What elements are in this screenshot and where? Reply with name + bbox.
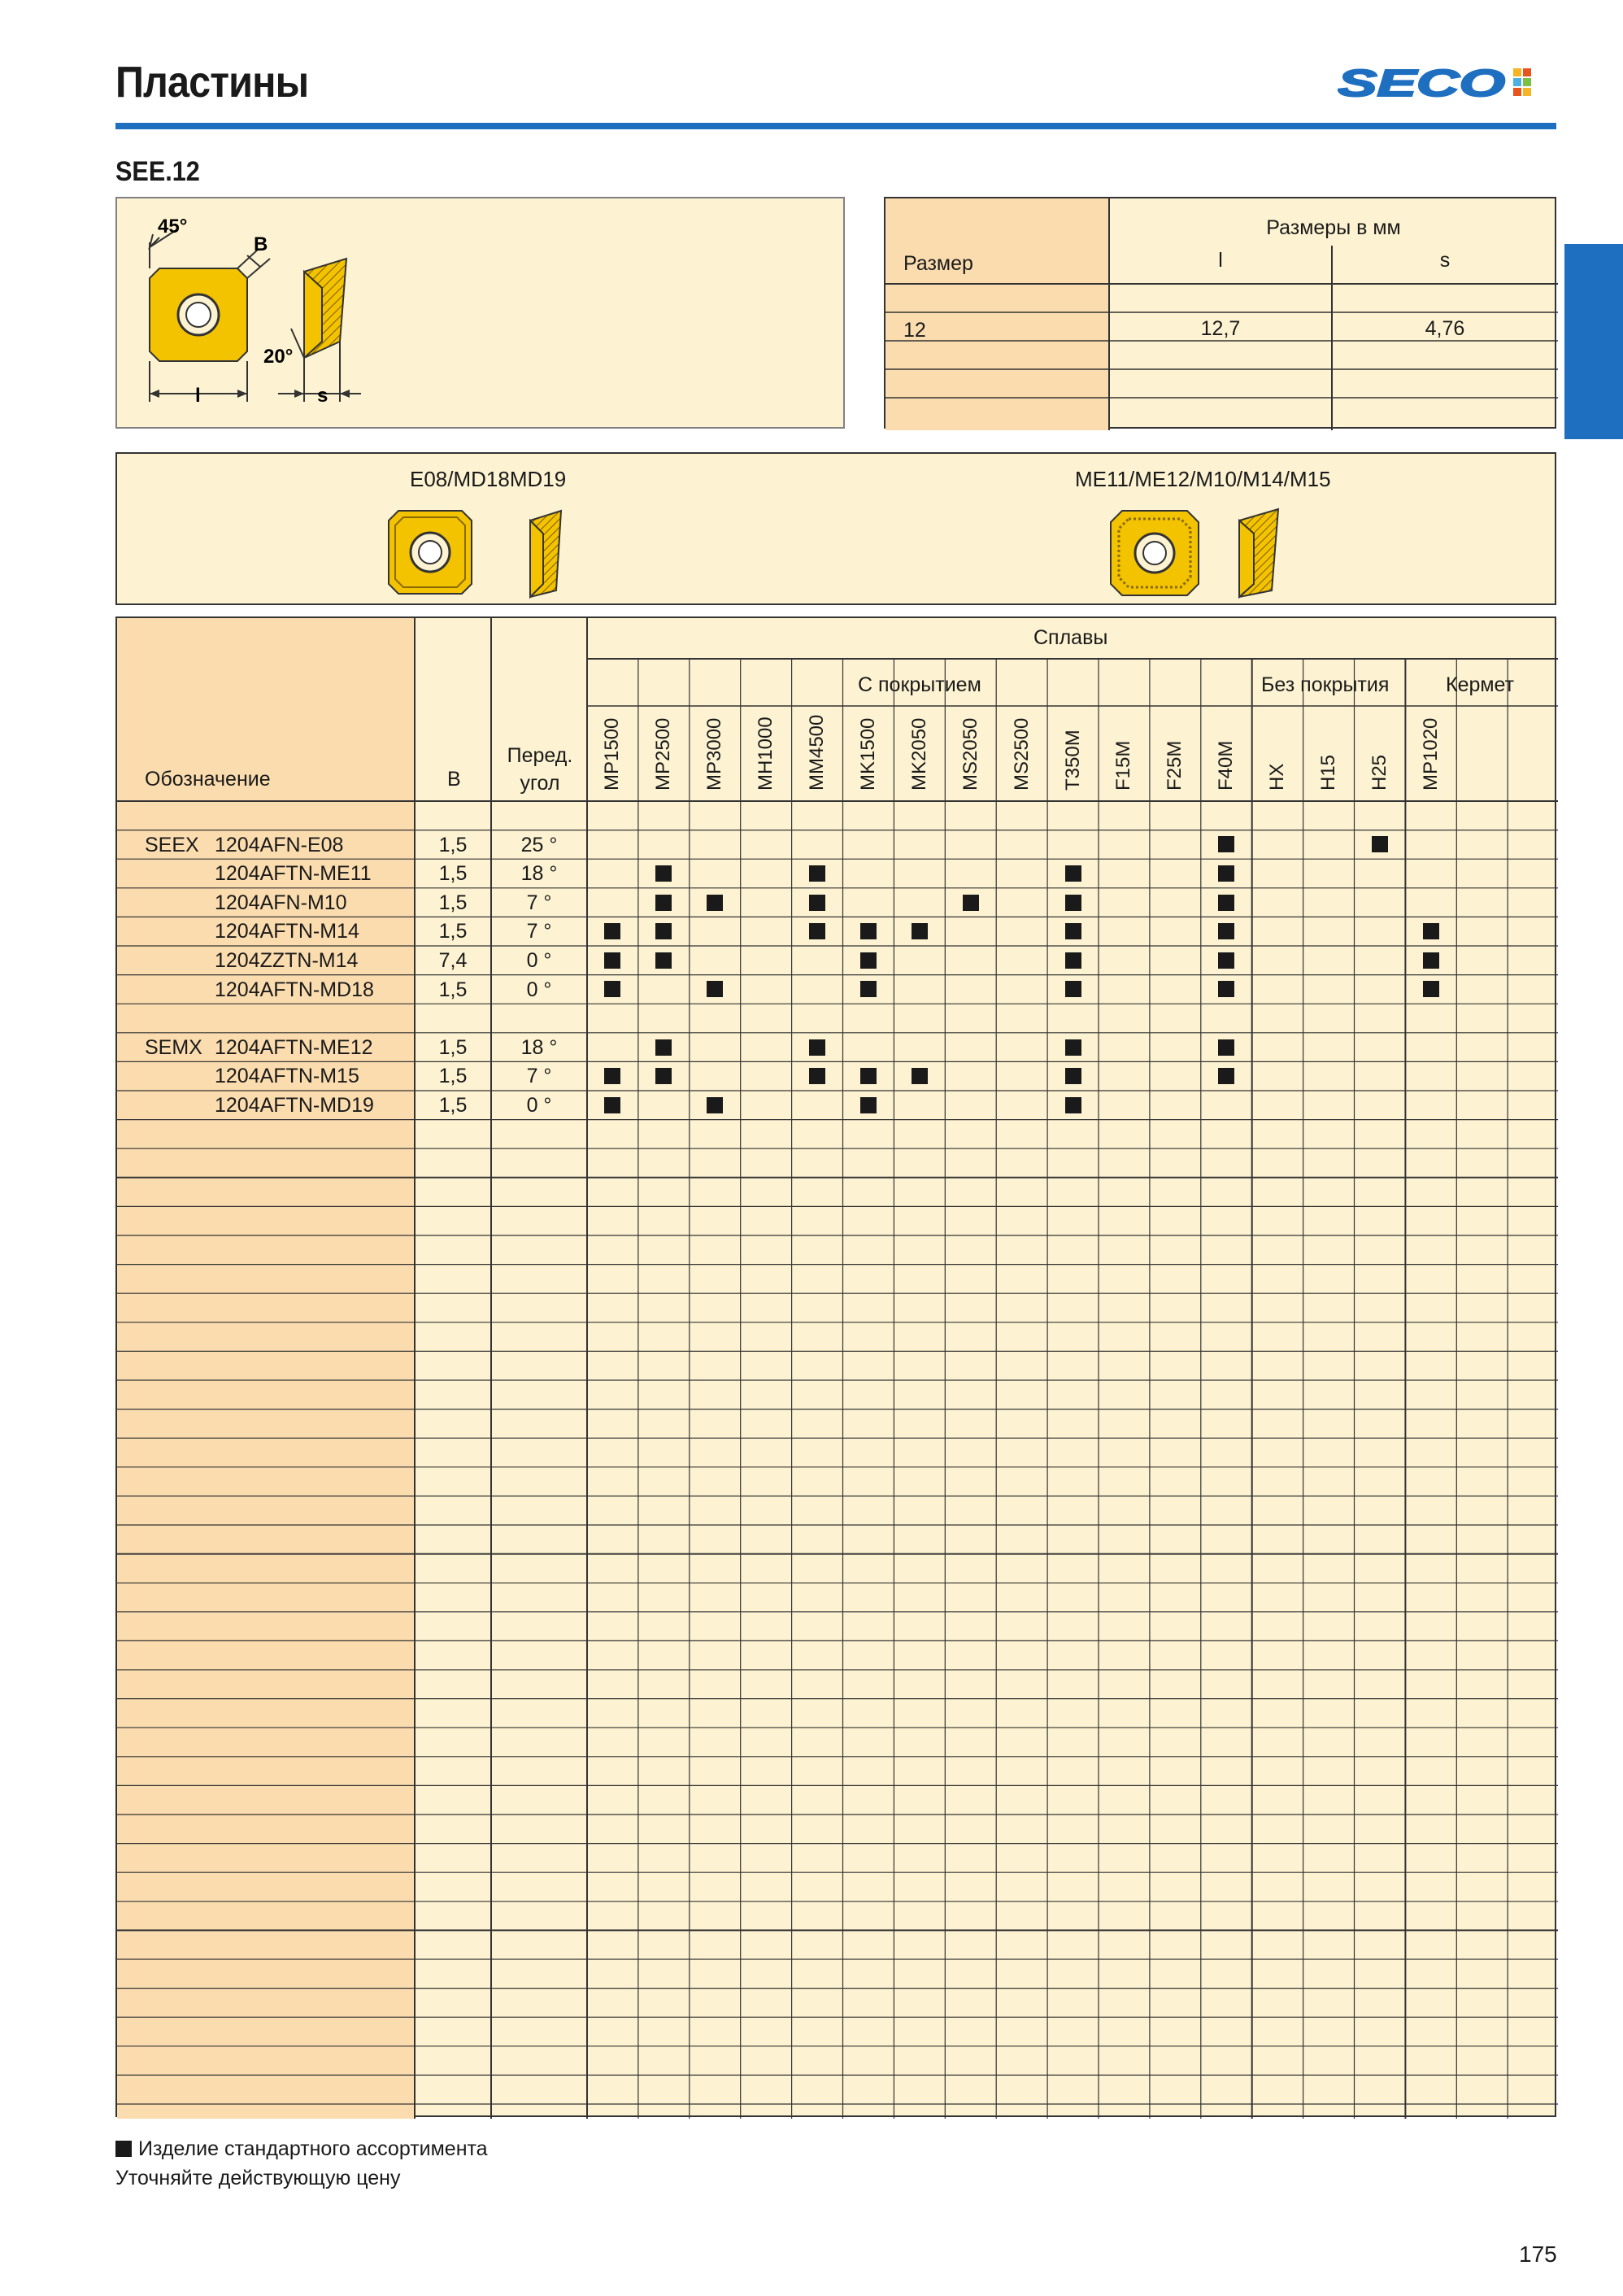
availability-mark [809, 865, 825, 882]
insert-types-panel [115, 452, 1556, 605]
availability-mark [707, 1097, 723, 1113]
availability-mark [1065, 1068, 1081, 1084]
row-designation: 1204ZZTN-M14 [215, 949, 359, 972]
grade-header-mp1500: MP1500 [601, 717, 624, 791]
row-rake-angle: 0 ° [526, 978, 552, 1001]
availability-mark [860, 1097, 877, 1113]
availability-mark [1065, 981, 1081, 997]
availability-mark [655, 923, 672, 939]
legend-standard [115, 2137, 488, 2161]
availability-mark [1423, 923, 1439, 939]
availability-mark [1218, 923, 1234, 939]
group-alloys: Сплавы [1033, 626, 1108, 649]
legend-price-note: Уточняйте действующую цену [115, 2167, 401, 2189]
insert-type-label-e08: E08/MD18MD19 [410, 467, 567, 491]
availability-mark [963, 895, 979, 911]
availability-mark [655, 865, 672, 882]
availability-mark [655, 1039, 672, 1056]
section-code: SEE.12 [115, 156, 200, 187]
insert-type-label-me11: ME11/ME12/M10/M14/M15 [1075, 467, 1331, 491]
row-prefix: SEEX [145, 833, 199, 856]
header-s: s [1439, 249, 1451, 272]
availability-mark [604, 1097, 620, 1113]
row-rake-angle: 7 ° [526, 920, 552, 943]
row-rake-angle: 0 ° [526, 1094, 552, 1117]
row-b-value: 7,4 [438, 949, 468, 972]
grade-header-hx: HX [1266, 763, 1289, 791]
availability-mark [1065, 952, 1081, 969]
row-b-value: 1,5 [438, 891, 468, 914]
availability-mark [1423, 981, 1439, 997]
availability-mark [809, 895, 825, 911]
availability-mark [604, 923, 620, 939]
header-dimensions: Размеры в мм [1266, 216, 1401, 239]
insert-e08-side-view [530, 511, 561, 597]
row-designation: 1204AFTN-MD18 [215, 978, 374, 1001]
title-rule [115, 123, 1556, 129]
row-b-value: 1,5 [438, 1035, 468, 1059]
availability-mark [1218, 836, 1234, 852]
availability-mark [1218, 1039, 1234, 1056]
seco-logo [1338, 63, 1551, 102]
insert-me11-side-view [1239, 509, 1278, 597]
row-designation: 1204AFTN-ME11 [215, 862, 372, 886]
row-rake-angle: 7 ° [526, 1065, 552, 1088]
legend-standard-text: Изделие стандартного ассортимента [138, 2137, 488, 2160]
availability-mark [1065, 923, 1081, 939]
grade-table [115, 616, 1556, 2117]
l-value: 12,7 [1200, 317, 1241, 340]
availability-mark [1218, 1068, 1234, 1084]
availability-mark [860, 923, 877, 939]
logo-square [1523, 88, 1531, 96]
availability-mark [1065, 1039, 1081, 1056]
grade-header-mh1000: MH1000 [755, 717, 777, 791]
col-b: B [447, 768, 461, 791]
availability-mark [860, 981, 877, 997]
availability-mark [912, 1068, 928, 1084]
label-l: l [195, 385, 201, 407]
availability-mark [1218, 865, 1234, 882]
row-designation: 1204AFTN-M14 [215, 920, 359, 943]
row-designation: 1204AFN-E08 [215, 833, 344, 856]
availability-mark [1218, 895, 1234, 911]
insert-geometry-diagram [115, 197, 845, 429]
side-tab [1564, 244, 1623, 439]
availability-mark [860, 1068, 877, 1084]
grade-header-mk1500: MK1500 [856, 717, 879, 791]
logo-square [1513, 78, 1521, 86]
angle-45-label: 45° [158, 216, 188, 237]
availability-mark [707, 895, 723, 911]
row-designation: 1204AFTN-MD19 [215, 1094, 374, 1117]
availability-mark [655, 1068, 672, 1084]
availability-mark [1423, 952, 1439, 969]
col-designation: Обозначение [145, 768, 271, 791]
grade-header-mp3000: MP3000 [703, 717, 726, 791]
availability-mark [604, 981, 620, 997]
angle-20-label: 20° [263, 346, 294, 368]
row-b-value: 1,5 [438, 833, 468, 856]
size-value: 12 [903, 319, 926, 342]
row-b-value: 1,5 [438, 920, 468, 943]
row-b-value: 1,5 [438, 1065, 468, 1088]
header-l: l [1218, 249, 1223, 272]
logo-square [1523, 78, 1531, 86]
logo-square [1513, 88, 1521, 96]
availability-mark [604, 952, 620, 969]
logo-square [1523, 68, 1531, 76]
availability-mark [860, 952, 877, 969]
availability-mark [912, 923, 928, 939]
row-designation: 1204AFTN-ME12 [215, 1035, 373, 1059]
row-b-value: 1,5 [438, 978, 468, 1001]
page-number: 175 [1519, 2242, 1557, 2267]
grade-header-ms2050: MS2050 [959, 717, 981, 791]
row-rake-angle: 0 ° [526, 949, 552, 972]
availability-mark [1065, 1097, 1081, 1113]
availability-mark [1218, 981, 1234, 997]
row-rake-angle: 18 ° [520, 862, 558, 886]
row-designation: 1204AFTN-M15 [215, 1065, 359, 1088]
row-rake-angle: 18 ° [520, 1035, 558, 1059]
availability-mark [707, 981, 723, 997]
grade-header-h25: H25 [1368, 754, 1390, 791]
size-table [884, 197, 1556, 429]
availability-mark [809, 1039, 825, 1056]
s-value: 4,76 [1425, 317, 1465, 340]
grade-header-t350m: T350M [1061, 730, 1084, 791]
grade-header-mp2500: MP2500 [652, 717, 675, 791]
grade-header-mk2050: MK2050 [907, 717, 930, 791]
group-cermet: Кермет [1446, 673, 1515, 696]
label-b: B [254, 233, 268, 255]
row-rake-angle: 25 ° [520, 833, 558, 856]
availability-mark [1065, 895, 1081, 911]
grade-header-f40m: F40M [1215, 740, 1238, 791]
header-size: Размер [903, 252, 973, 275]
availability-mark [809, 1068, 825, 1084]
availability-mark [1372, 836, 1388, 852]
grade-header-h15: H15 [1317, 754, 1340, 791]
logo-square [1513, 68, 1521, 76]
availability-mark [1218, 952, 1234, 969]
grade-header-f25m: F25M [1164, 740, 1186, 791]
svg-text:SECO: SECO [1338, 63, 1506, 102]
col-rake: Перед. угол [507, 744, 573, 795]
grade-header-ms2500: MS2500 [1010, 717, 1033, 791]
legend-square-icon [115, 2141, 132, 2157]
row-b-value: 1,5 [438, 862, 468, 886]
availability-mark [809, 923, 825, 939]
grade-header-f15m: F15M [1112, 740, 1135, 791]
insert-me11-top-view [1111, 511, 1199, 595]
insert-e08-top-view [389, 511, 472, 594]
label-s: s [317, 385, 329, 407]
grade-header-mm4500: MM4500 [806, 714, 829, 791]
group-coated: С покрытием [858, 673, 981, 696]
row-designation: 1204AFN-M10 [215, 891, 347, 914]
group-uncoated: Без покрытия [1261, 673, 1390, 696]
row-rake-angle: 7 ° [526, 891, 552, 914]
grade-header-mp1020: MP1020 [1419, 717, 1442, 791]
page-title: Пластины [115, 58, 309, 107]
availability-mark [604, 1068, 620, 1084]
row-b-value: 1,5 [438, 1094, 468, 1117]
availability-mark [655, 952, 672, 969]
availability-mark [1065, 865, 1081, 882]
row-prefix: SEMX [145, 1035, 202, 1059]
availability-mark [655, 895, 672, 911]
